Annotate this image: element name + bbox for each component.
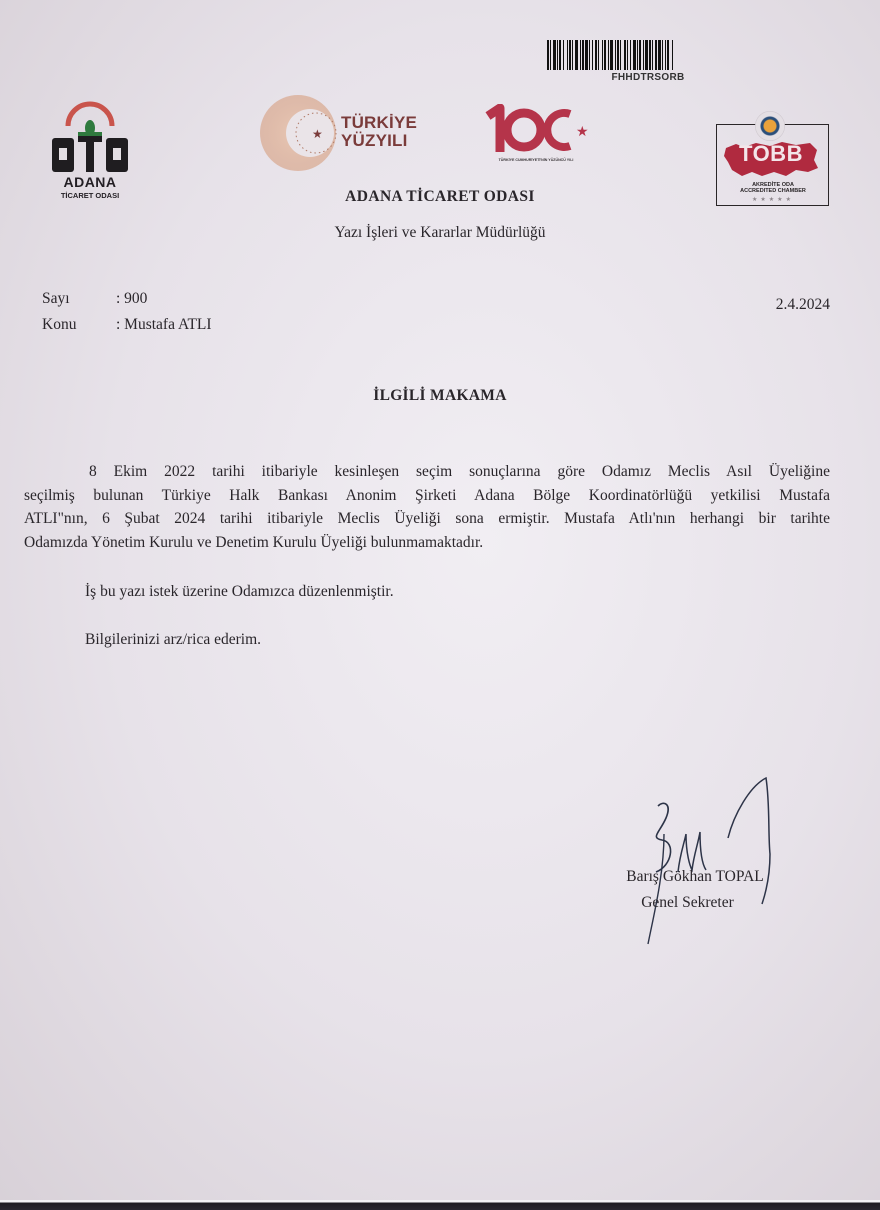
turkiye-yuzyili-logo bbox=[341, 114, 417, 150]
sayi-label: Sayı bbox=[42, 290, 70, 307]
body-paragraph-3: Bilgilerinizi arz/rica ederim. bbox=[85, 631, 262, 648]
document-date: 2.4.2024 bbox=[775, 296, 830, 313]
ty-line1: TÜRKİYE bbox=[341, 113, 418, 132]
konu-value: : Mustafa ATLI bbox=[116, 316, 212, 333]
paragraph-line: 8 Ekim 2022 tarihi itibariyle kesinleşen seçim sonuçlarına göre Odamız Meclis Asıl Üyeliğine bbox=[89, 463, 830, 480]
tobb-stars-icon: ★★★★★ bbox=[752, 197, 794, 203]
centennial-100-logo-icon bbox=[484, 104, 594, 156]
paragraph-line: ATLI"nın, 6 Şubat 2024 tarihi itibariyle Meclis Üyeliği sona ermiştir. Mustafa Atlı'nın herhangi bir tarihte bbox=[24, 510, 830, 527]
tobb-seal-icon bbox=[755, 111, 785, 141]
tobb-label: TOBB bbox=[739, 141, 803, 166]
tobb-accredited-tr: AKREDİTE ODA bbox=[752, 182, 794, 188]
page-bottom-edge bbox=[0, 1200, 880, 1210]
barcode bbox=[547, 40, 749, 70]
department-name: Yazı İşleri ve Kararlar Müdürlüğü bbox=[334, 224, 546, 241]
subject-line bbox=[42, 316, 212, 334]
tobb-accredited-en: ACCREDITED CHAMBER bbox=[740, 188, 806, 194]
organization-name: ADANA TİCARET ODASI bbox=[345, 188, 535, 205]
ato-logo-name: ADANA bbox=[63, 174, 117, 190]
body-paragraph-2: İş bu yazı istek üzerine Odamızca düzenlenmiştir. bbox=[85, 583, 394, 600]
handwritten-signature-icon bbox=[620, 774, 790, 949]
addressee-heading: İLGİLİ MAKAMA bbox=[373, 387, 507, 404]
barcode-code: FHHDTRSORB bbox=[611, 72, 685, 83]
reference-number bbox=[42, 290, 147, 308]
paragraph-line: seçilmiş bulunan Türkiye Halk Bankası Anonim Şirketi Adana Bölge Koordinatörlüğü yetkilisi Mustafa bbox=[24, 486, 830, 504]
body-paragraph-1 bbox=[24, 460, 830, 554]
svg-text:★: ★ bbox=[312, 127, 323, 141]
sayi-value: : 900 bbox=[116, 290, 148, 307]
ty-line2: YÜZYILI bbox=[341, 131, 408, 150]
signatory-name: Barış Gökhan TOPAL bbox=[626, 868, 764, 885]
ato-logo-subtitle: TİCARET ODASI bbox=[60, 191, 120, 200]
signatory-title: Genel Sekreter bbox=[641, 894, 734, 911]
paragraph-line: Odamızda Yönetim Kurulu ve Denetim Kurulu Üyeliği bulunmamaktadır. bbox=[24, 533, 484, 551]
konu-label: Konu bbox=[42, 316, 77, 333]
centennial-caption: TÜRKİYE CUMHURİYETİ'NİN YÜZÜNCÜ YILI bbox=[498, 158, 574, 162]
svg-text:★: ★ bbox=[576, 124, 589, 140]
turkiye-yuzyili-emblem-icon bbox=[260, 92, 342, 174]
